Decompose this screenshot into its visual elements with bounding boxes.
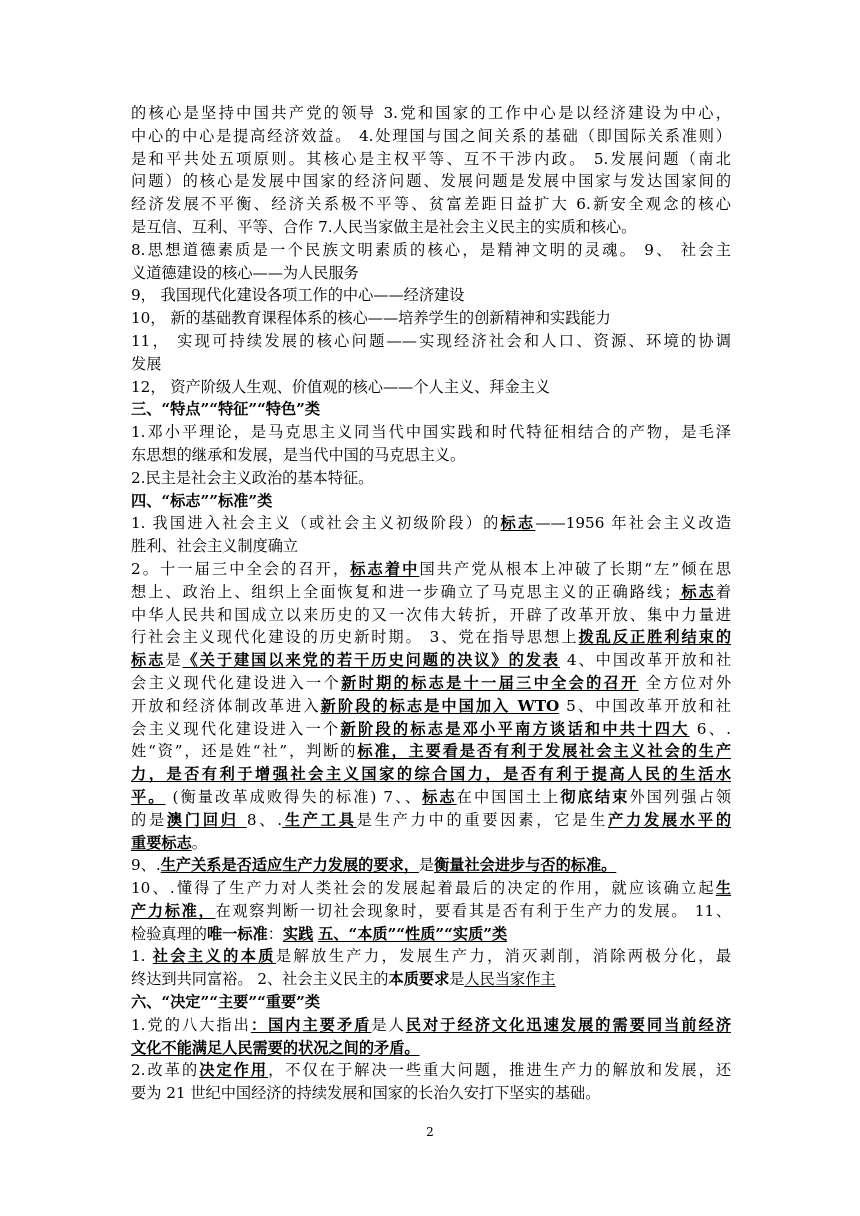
text-segment: 行社会主义现代化建设的历史新时期。 3、党在指导思想上 xyxy=(131,628,579,647)
text-line xyxy=(131,307,731,330)
text-line xyxy=(131,809,731,832)
text-line xyxy=(131,626,731,649)
text-line xyxy=(131,877,731,900)
text-segment: 胜利、社会主义制度确立 xyxy=(131,537,299,556)
text-segment: ——1956 年社会主义改造 xyxy=(535,514,731,533)
text-segment: 澳门回归 xyxy=(166,810,247,829)
text-segment: 12， 资产阶级人生观、价值观的核心——个人主义、拜金主义 xyxy=(131,377,551,396)
text-segment: 生产工具 xyxy=(282,810,357,829)
text-segment: 终达到共同富裕。 2、社会主义民主的 xyxy=(131,970,389,989)
text-segment: 新阶段的标志是邓小平南方谈话和中共十四大 xyxy=(340,719,690,738)
text-line xyxy=(131,854,731,877)
text-line xyxy=(131,444,731,467)
text-segment: (衡量改革成败得失的标准) 7、、 xyxy=(165,787,423,806)
text-line xyxy=(131,740,731,763)
text-segment: 衡量社会进步与否的标准。 xyxy=(434,856,617,875)
text-segment: 义道德建设的核心——为人民服务 xyxy=(131,263,359,282)
document-body xyxy=(131,102,731,1105)
page-number: 2 xyxy=(426,1125,434,1139)
text-segment: 外国列强占领 xyxy=(629,787,732,806)
text-line xyxy=(131,216,731,239)
text-segment: 四、“标志””标准”类 xyxy=(131,491,273,510)
text-segment: 着 xyxy=(715,582,732,601)
text-segment: 1.党的八大指出 xyxy=(131,1015,251,1034)
text-segment: 中心的中心是提高经济效益。 4.处理国与国之间关系的基础（即国际关系准则） xyxy=(131,126,731,145)
text-segment: 平。 xyxy=(131,787,166,806)
text-segment: 1.邓小平理论，是马克思主义同当代中国实践和时代特征相结合的产物，是毛泽 xyxy=(131,423,731,442)
text-segment: 4、中国改革开放和社 xyxy=(560,651,732,670)
text-segment: 想上、政治上、组织上全面恢复和进一步确立了马克思主义的正确路线； xyxy=(131,582,680,601)
text-segment: 标志 xyxy=(679,582,716,601)
text-segment: 社会主义的本质 xyxy=(152,947,276,966)
text-segment: 的核心是坚持中国共产党的领导 3.党和国家的工作中心是以经济建设为中心， xyxy=(131,104,731,122)
text-line xyxy=(131,900,731,923)
text-segment: 标准，主要看是否有利于发展社会主义社会的生产 xyxy=(357,742,732,761)
text-segment: ： xyxy=(267,924,283,943)
text-line xyxy=(131,1037,731,1060)
text-line xyxy=(131,490,731,513)
text-segment: 是 xyxy=(449,970,465,989)
text-segment: 标志 xyxy=(500,514,536,533)
text-segment: 全方位对外 xyxy=(638,673,732,692)
text-line xyxy=(131,558,731,581)
text-segment: 的是 xyxy=(131,810,167,829)
text-line xyxy=(131,945,731,968)
text-segment: 8、. xyxy=(246,810,283,829)
text-segment: 是生产力中的重要因素，它是生 xyxy=(356,810,609,829)
text-segment: 。 xyxy=(191,833,207,852)
text-segment: 国共产党从根本上冲破了长期“左”倾在思 xyxy=(419,559,732,578)
text-segment: 新阶段的标志是中国加入 WTO xyxy=(320,696,560,715)
text-line xyxy=(131,923,731,946)
text-segment: 新时期的标志是十一届三中全会的召开 xyxy=(341,673,639,692)
text-segment: 决定作用 xyxy=(199,1061,269,1080)
text-segment: 中华人民共和国成立以来历史的又一次伟大转折，开辟了改革开放、集中力量进 xyxy=(131,605,731,624)
text-segment: 文化不能满足人民需要的状况之间的矛盾。 xyxy=(131,1038,420,1057)
text-segment: 六、“决定”“主要”“重要”类 xyxy=(131,993,321,1012)
text-segment: 五、“本质”“性质”“实质”类 xyxy=(318,924,508,943)
text-line xyxy=(131,832,731,855)
text-segment: 会主义现代化建设进入一个 xyxy=(131,673,342,692)
text-line xyxy=(131,102,731,125)
text-line xyxy=(131,398,731,421)
text-segment: 标志 xyxy=(131,651,166,670)
text-line xyxy=(131,718,731,741)
text-segment: 姓“资”，还是姓“社”，判断的 xyxy=(131,742,358,761)
text-line xyxy=(131,376,731,399)
text-segment: 2。十一届三中全会的召开， xyxy=(131,559,351,578)
text-line xyxy=(131,581,731,604)
text-segment: 5、中国改革开放和社 xyxy=(559,696,731,715)
text-segment: 三、“特点”“特征”“特色”类 xyxy=(131,400,321,419)
text-line xyxy=(131,467,731,490)
text-line xyxy=(131,786,731,809)
text-line xyxy=(131,968,731,991)
text-segment: 是互信、互利、平等、合作 7.人民当家做主是社会主义民主的实质和核心。 xyxy=(131,217,637,236)
text-segment: 人民当家作主 xyxy=(464,970,556,989)
text-segment: 是 xyxy=(418,856,435,875)
text-segment: 生产关系是否适应生产力发展的要求， xyxy=(160,856,419,875)
text-segment: 10、.懂得了生产力对人类社会的发展起着最后的决定的作用，就应该确立起 xyxy=(131,879,716,898)
text-segment: 在中国国土上 xyxy=(456,787,561,806)
text-line xyxy=(131,535,731,558)
text-segment: 发展 xyxy=(131,354,162,373)
text-line xyxy=(131,695,731,718)
text-line xyxy=(131,512,731,535)
text-segment: 实践 xyxy=(282,924,314,943)
text-segment: 是 xyxy=(165,651,183,670)
text-line xyxy=(131,262,731,285)
text-line xyxy=(131,284,731,307)
text-segment: 标志着中 xyxy=(350,559,420,578)
text-line xyxy=(131,239,731,262)
text-segment: 本质要求 xyxy=(388,970,450,989)
text-line xyxy=(131,353,731,376)
text-segment: 彻底结束 xyxy=(560,787,630,806)
text-line xyxy=(131,649,731,672)
text-line xyxy=(131,1014,731,1037)
text-segment: 9， 我国现代化建设各项工作的中心——经济建设 xyxy=(131,286,465,305)
text-segment: 是和平共处五项原则。其核心是主权平等、互不干涉内政。 5.发展问题（南北 xyxy=(131,149,731,168)
text-line xyxy=(131,1059,731,1082)
text-segment: 2.改革的 xyxy=(131,1061,200,1080)
text-segment: 标志 xyxy=(422,787,457,806)
text-segment: 民对于经济文化迅速发展的需要同当前经济 xyxy=(405,1015,732,1034)
text-line xyxy=(131,763,731,786)
text-segment: ：国内主要矛盾 xyxy=(250,1015,372,1034)
text-segment: ，不仅在于解决一些重大问题，推进生产力的解放和发展，还 xyxy=(268,1061,732,1080)
text-segment: 9、. xyxy=(131,856,161,875)
text-segment: 在观察判断一切社会现象时，要看其是否有利于生产力的发展。 11、 xyxy=(215,901,732,920)
text-segment: 1. xyxy=(131,947,153,966)
text-segment: 要为 21 世纪中国经济的持续发展和国家的长治久安打下坚实的基础。 xyxy=(131,1084,601,1103)
text-segment: 产力发展水平的 xyxy=(608,810,732,829)
text-segment: 生 xyxy=(715,879,731,898)
text-segment: 是人 xyxy=(371,1015,406,1034)
text-line xyxy=(131,170,731,193)
text-segment: 6、. xyxy=(689,719,732,738)
text-line xyxy=(131,330,731,353)
text-segment: 检验真理的 xyxy=(131,924,207,943)
text-segment: 经济发展不平衡、经济关系极不平等、贫富差距日益扩大 6.新安全观念的核心 xyxy=(131,195,731,214)
text-segment: 《关于建国以来党的若干历史问题的决议》的发表 xyxy=(182,651,561,670)
text-segment: 力，是否有利于增强社会主义国家的综合国力，是否有利于提高人民的生活水 xyxy=(131,765,731,784)
text-segment: 11， 实现可持续发展的核心问题——实现经济社会和人口、资源、环境的协调 xyxy=(131,331,731,350)
text-segment: 2.民主是社会主义政治的基本特征。 xyxy=(131,468,374,487)
text-segment: 会主义现代化建设进入一个 xyxy=(131,719,341,738)
text-line xyxy=(131,148,731,171)
text-segment: 唯一标准 xyxy=(206,924,268,943)
text-segment: 问题）的核心是发展中国家的经济问题、发展问题是发展中国家与发达国家间的 xyxy=(131,172,731,191)
text-segment: 重要标志 xyxy=(131,833,192,852)
text-segment: 10， 新的基础教育课程体系的核心——培养学生的创新精神和实践能力 xyxy=(131,309,611,328)
text-line xyxy=(131,604,731,627)
text-line xyxy=(131,421,731,444)
text-segment: 是解放生产力，发展生产力，消灭剥削，消除两极分化，最 xyxy=(275,947,732,966)
text-segment: 开放和经济体制改革进入 xyxy=(131,696,321,715)
text-line xyxy=(131,193,731,216)
text-line xyxy=(131,125,731,148)
text-segment: 1. 我国进入社会主义（或社会主义初级阶段）的 xyxy=(131,514,501,533)
text-segment: 产力标准， xyxy=(131,901,216,920)
text-segment: 8.思想道德素质是一个民族文明素质的核心，是精神文明的灵魂。 9、 社会主 xyxy=(131,240,731,259)
text-line xyxy=(131,991,731,1014)
text-segment: 拨乱反正胜利结束的 xyxy=(578,628,732,647)
text-line xyxy=(131,1082,731,1105)
text-line xyxy=(131,672,731,695)
text-segment: 东思想的继承和发展，是当代中国的马克思主义。 xyxy=(131,445,466,464)
